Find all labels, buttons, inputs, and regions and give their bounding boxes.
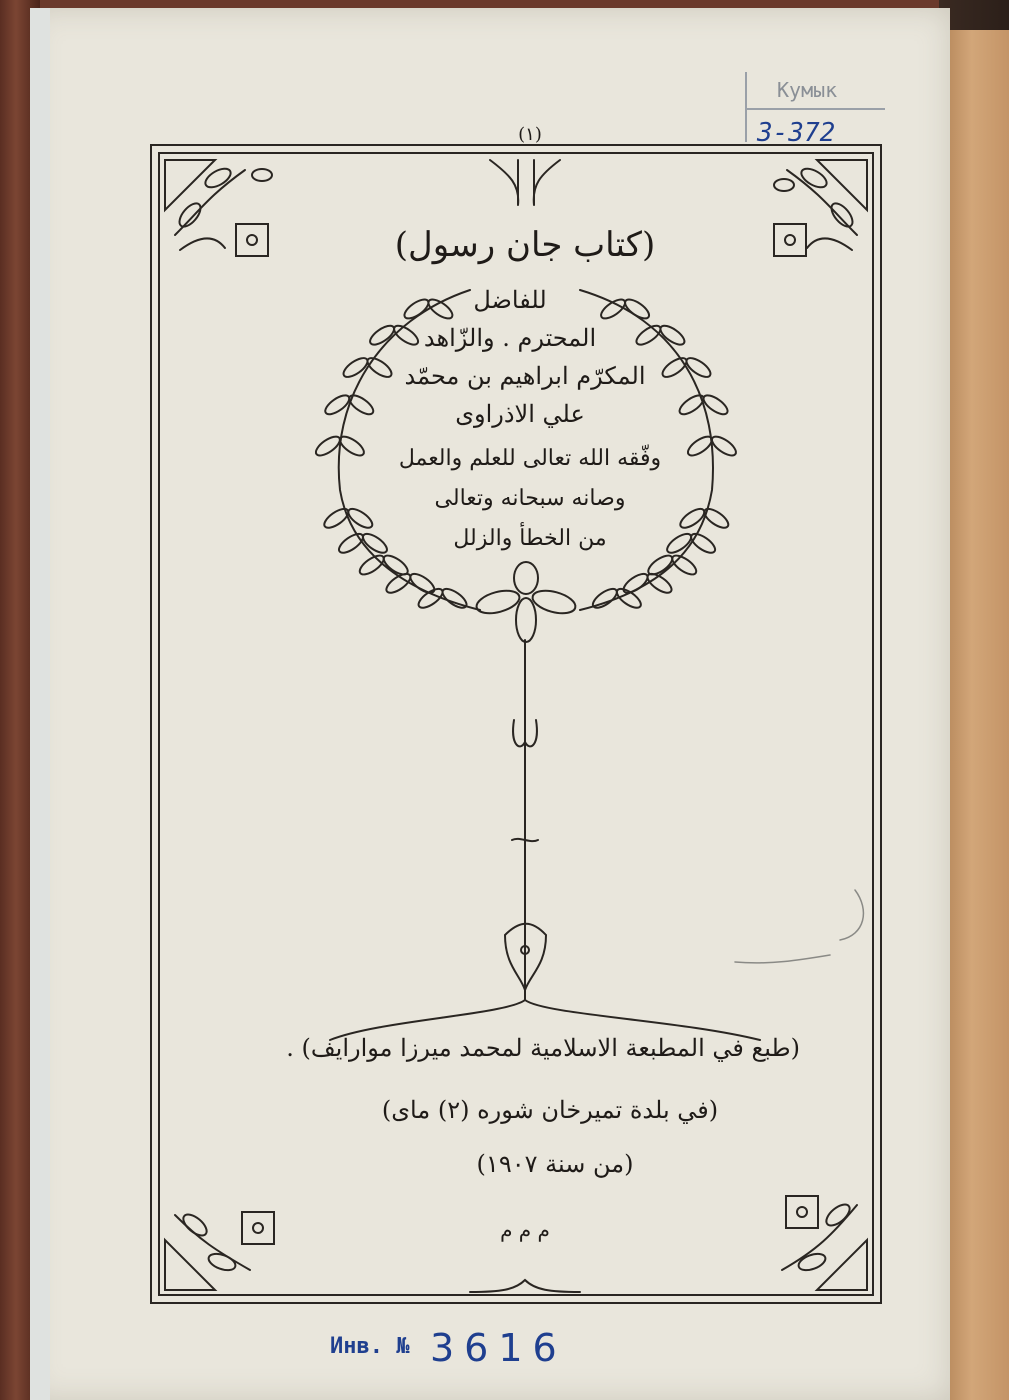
dedication-line: وصانه سبحانه وتعالی: [434, 486, 626, 511]
dedication-line: للفاضل: [473, 286, 547, 314]
corner-ornament-bottom-right: [782, 1196, 867, 1290]
dedication-line: من الخطأ والزلل: [453, 526, 607, 551]
wreath-leaf: [701, 392, 731, 418]
corner-ornament-top-left: [165, 160, 272, 256]
dedication-line: المحترم . والزّاهد: [423, 324, 597, 352]
dedication-text: [360, 286, 700, 566]
library-stamp-label: Кумык: [777, 78, 838, 102]
dedication-line: وفّقه الله تعالی للعلم والعمل: [398, 446, 662, 471]
imprint-line: (من سنة ١٩٠٧): [476, 1150, 634, 1178]
page-number: (١): [518, 124, 542, 145]
corner-ornament-top-right: [774, 160, 867, 256]
bottom-stem-ornament: [470, 1280, 580, 1292]
wreath-leaf: [322, 392, 352, 418]
dedication-line: علي الاذراوی: [455, 400, 585, 428]
wreath-flower: [474, 562, 578, 642]
wreath-leaf: [701, 505, 731, 531]
dedication-line: المكرّم ابراهيم بن محمّد: [404, 362, 646, 390]
inventory-stamp-number: 3616: [430, 1326, 567, 1370]
pencil-mark: [735, 890, 863, 963]
footer-mark: م م م: [500, 1218, 550, 1242]
library-stamp-number: 3-372: [757, 118, 836, 148]
wreath-leaf: [321, 505, 351, 531]
corner-ornament-bottom-left: [165, 1211, 274, 1290]
imprint-line: (طبع في المطبعة الاسلامية لمحمد ميرزا موارايف) .: [286, 1034, 800, 1062]
book-title: (كتاب جان رسول): [394, 225, 656, 265]
central-stem-ornament: [330, 640, 760, 1040]
top-stem-ornament: [490, 160, 560, 205]
inventory-stamp-prefix: Инв. №: [330, 1334, 410, 1359]
inventory-stamp: [330, 1326, 570, 1376]
imprint-line: (في بلدة تميرخان شوره (٢) ماى): [381, 1096, 719, 1124]
